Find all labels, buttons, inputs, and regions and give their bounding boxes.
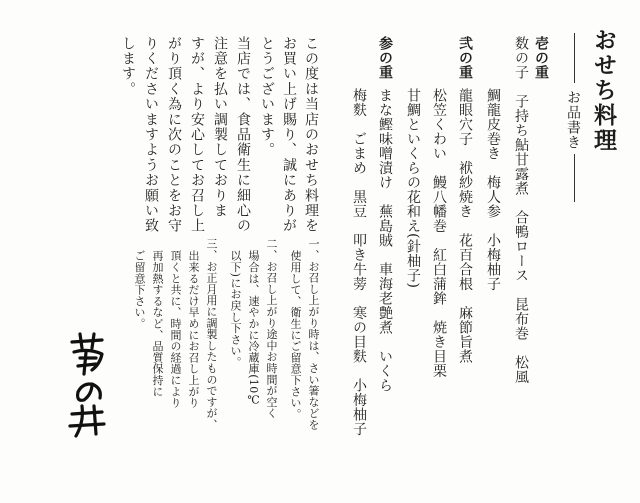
shop-logo (62, 330, 112, 440)
note-1-line-2: 使用して、衛生にご留意下さい。 (289, 250, 302, 420)
note-3-line-3: 頂くと共に、時間の経過により (169, 250, 182, 409)
menu-items-7: 梅麩 ごまめ 黒豆 叩き牛蒡 寒の目麩 小梅柚子 (351, 88, 367, 436)
menu-items-2: 鯛龍皮巻き 梅人参 小梅柚子 (485, 88, 501, 291)
note-1-line-1: 一、お召し上がり時は、さい箸などを (307, 238, 320, 431)
menu-items-6: まな鰹味噌漬け 蕪島賊 車海老艶煮 いくら (377, 88, 393, 393)
subtitle: お品書き (565, 90, 581, 150)
greeting-line-6: すが、より安心してお召し上 (189, 36, 205, 234)
menu-items-1: 数の子 子持ち鮎甘露煮 合鴨ロース 昆布巻 松風 (513, 36, 529, 384)
shop-logo-brush (62, 330, 112, 440)
greeting-line-3: とうございます。 (259, 36, 275, 158)
greeting-line-4: 当店では、食品衛生に細心の (235, 36, 251, 234)
note-2-line-1: 二、お召し上がり途中お時間が空く (265, 238, 278, 419)
note-2-line-3: 以下)にお戻し下さい。 (229, 250, 242, 368)
menu-items-3: 龍眼穴子 袱紗焼き 花百合根 麻節旨煮 (457, 88, 473, 364)
greeting-line-8: りくださいますようお願い致 (143, 36, 159, 234)
menu-tier-3: 参の重 (377, 36, 393, 80)
note-2-line-2: 場合は、速やかに冷蔵庫(10℃ (247, 250, 260, 407)
greeting-line-2: お買い上げ賜り、誠にありが (281, 36, 297, 234)
menu-items-5: 甘鯛といくらの花和え(針柚子) (405, 88, 421, 289)
note-3-line-1: 三、お正月用に調製したものですが、 (205, 238, 218, 431)
note-3-line-4: 再加熱するなど、品質保持に (151, 250, 164, 397)
greeting-line-5: 注意を払い調製しておりま (212, 36, 228, 219)
note-3-line-2: 出来るだけ早めにお召し上がり (187, 250, 200, 409)
subtitle-rule-top (574, 33, 575, 83)
greeting-line-7: がり頂く為に次のことをお守 (166, 36, 182, 234)
menu-tier-2: 弐の重 (457, 36, 473, 80)
greeting-line-1: この度は当店のおせち料理を (303, 36, 319, 234)
page-title: おせち料理 (590, 28, 617, 153)
greeting-line-9: します。 (120, 36, 136, 97)
menu-tier-1: 壱の重 (533, 36, 549, 80)
menu-items-4: 松笠くわい 鰻八幡巻 紅白蒲鉾 焼き目栗 (431, 88, 447, 378)
subtitle-rule-bottom (574, 154, 575, 202)
note-3-line-5: ご留意下さい。 (133, 250, 146, 330)
